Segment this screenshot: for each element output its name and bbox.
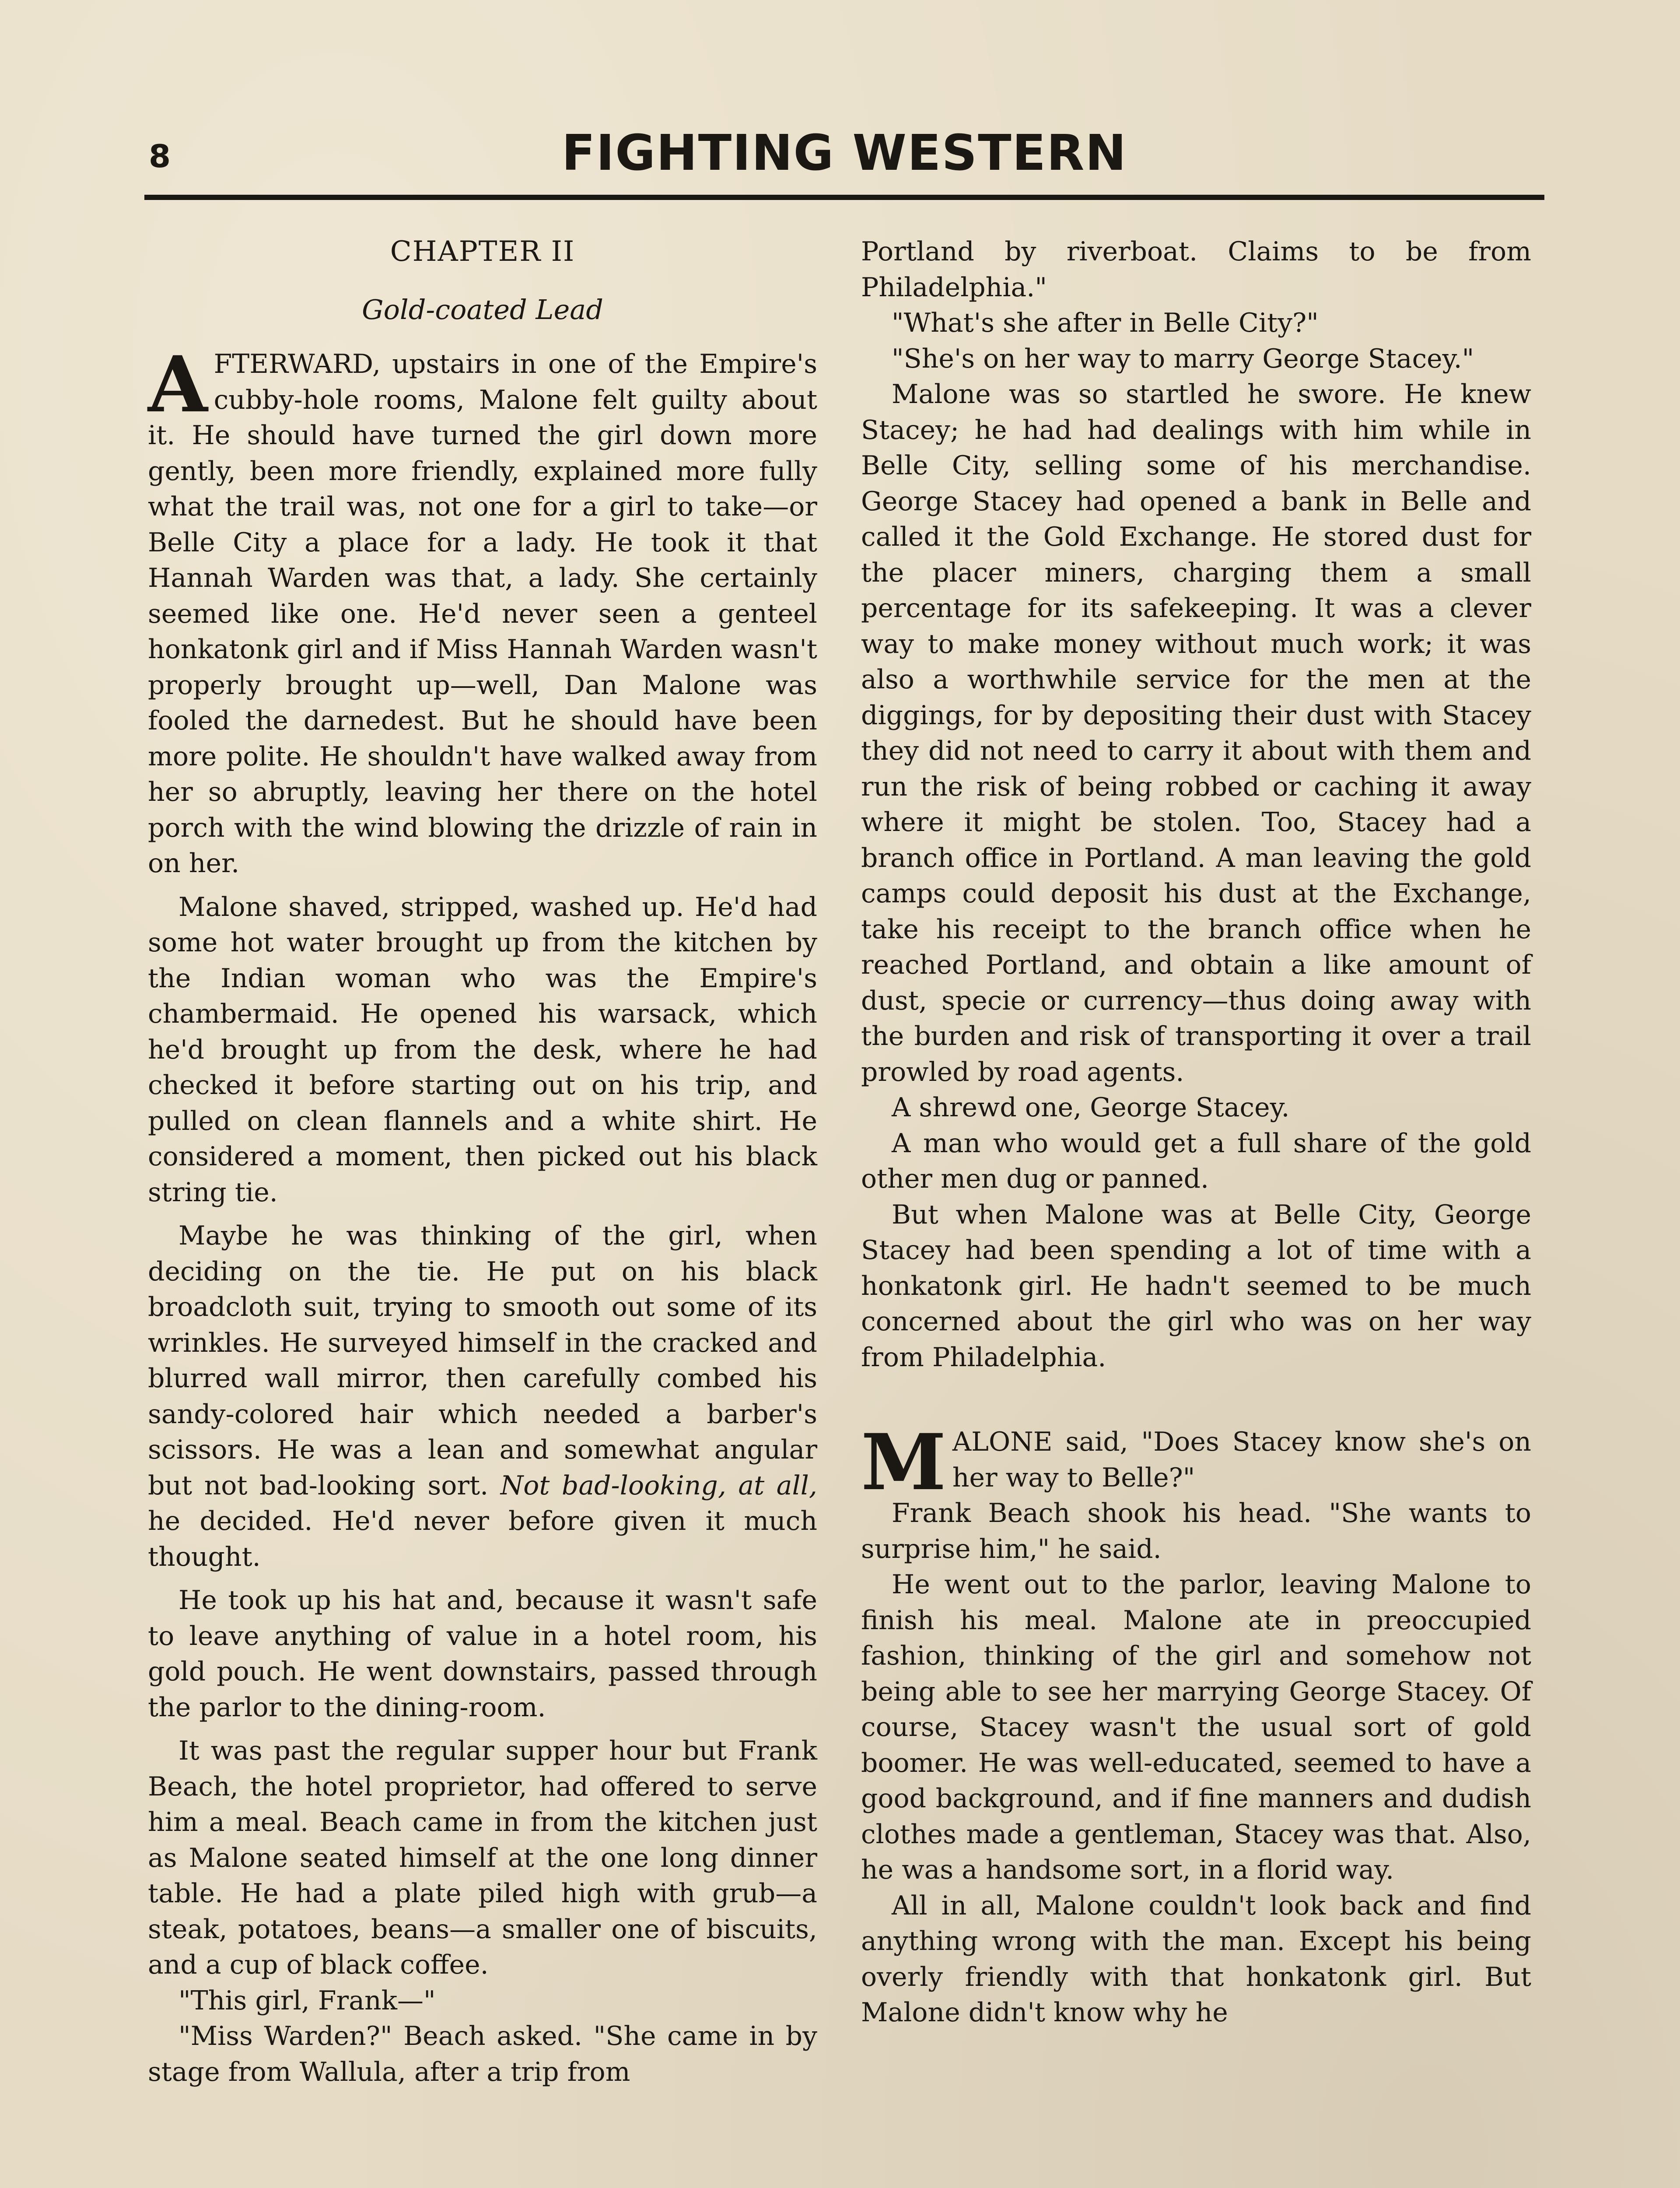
italic-phrase: Not bad-looking, at all, [500,1470,817,1501]
paragraph: But when Malone was at Belle City, George Stacey had been spending a lot of time with a honkatonk girl. He hadn't seemed to be much concerned about the girl who was on her way from Philadelphia. [861,1199,1531,1373]
paragraph: AFTERWARD, upstairs in one of the Empire's cubby-hole rooms, Malone felt guilty about it. He should have turned the girl down more gently, been more friendly, explained more fully what the trail was, not one for a girl to take—or Belle City a place for a lady. He took it that Hannah Warden was that, a lady. She certainly seemed like one. He'd never seen a genteel honkatonk girl and if Miss Hannah Warden wasn't properly brought up—well, Dan Malone was fooled the darnedest. But he should have been more polite. He shouldn't have walked away from her so abruptly, leaving her there on the hotel porch with the wind blowing the drizzle of rain in on her. [148,339,817,879]
paragraph: "What's she after in Belle City?" [892,308,1319,338]
left-column [148,234,817,2090]
paragraph: Maybe he was thinking of the girl, when deciding on the tie. He put on his black broadcloth suit, trying to smooth out some of its wrinkles. He surveyed himself in the cracked and blurred wall mirror, then carefully combed his sandy-colored hair which needed a barber's scissors. He was a lean and somewhat angular but not bad-looking sort. Not bad-looking, at all, he decided. He'd never before given it much thought. [148,1220,817,1572]
magazine-title: FIGHTING WESTERN [561,125,1127,182]
drop-cap: A [148,339,208,430]
paragraph: "This girl, Frank—" [178,1985,436,2016]
paragraph: He took up his hat and, because it wasn't safe to leave anything of value in a hotel room, his gold pouch. He went downstairs, passed through the parlor to the dining-room. [148,1585,817,1723]
paragraph: All in all, Malone couldn't look back and find anything wrong with the man. Except his being overly friendly with that honkatonk girl. But Malone didn't know why he [861,1890,1531,2028]
section-break [861,1375,1531,1424]
right-column [861,234,1531,2031]
page-number: 8 [149,138,171,175]
paragraph: A man who would get a full share of the gold other men dug or panned. [861,1128,1531,1194]
page-header [149,125,1540,190]
paragraph: He went out to the parlor, leaving Malone to finish his meal. Malone ate in preoccupied fashion, thinking of the girl and somehow not being able to see her marrying George Stacey. Of course, Stacey wasn't the usual sort of gold boomer. He was well-educated, seemed to have a good background, and if fine manners and dudish clothes made a gentleman, Stacey was that. Also, he was a handsome sort, in a florid way. [861,1569,1531,1885]
chapter-heading: CHAPTER II [390,235,575,268]
paragraph: Malone shaved, stripped, washed up. He'd had some hot water brought up from the kitchen by the Indian woman who was the Empire's chambermaid. He opened his warsack, which he'd brought up from the desk, where he had checked it before starting out on his trip, and pulled on clean flannels and a white shirt. He considered a moment, then picked out his black string tie. [148,891,817,1208]
paragraph: MALONE said, "Does Stacey know she's on her way to Belle?" [861,1417,1531,1508]
paragraph: A shrewd one, George Stacey. [892,1092,1290,1123]
paragraph: "Miss Warden?" Beach asked. "She came in by stage from Wallula, after a trip from [148,2021,817,2087]
drop-cap: M [861,1417,946,1508]
paragraph: It was past the regular supper hour but Frank Beach, the hotel proprietor, had offered to serve him a meal. Beach came in from the kitchen just as Malone seated himself at the one long dinner table. He had a plate piled high with grub—a steak, potatoes, beans—a smaller one of biscuits, and a cup of black coffee. [148,1736,817,1980]
chapter-subtitle: Gold-coated Lead [362,293,603,326]
paragraph: Portland by riverboat. Claims to be from Philadelphia." [861,236,1531,303]
paragraph: "She's on her way to marry George Stacey." [892,343,1474,374]
paragraph: Frank Beach shook his head. "She wants to surprise him," he said. [861,1498,1531,1564]
header-rule [144,195,1544,200]
paragraph: Malone was so startled he swore. He knew Stacey; he had had dealings with him while in Belle City, selling some of his merchandise. George Stacey had opened a bank in Belle and called it the Gold Exchange. He stored dust for the placer miners, charging them a small percentage for its safekeeping. It was a clever way to make money without much work; it was also a worthwhile service for the men at the diggings, for by depositing their dust with Stacey they did not need to carry it about with them and run the risk of being robbed or caching it away where it might be stolen. Too, Stacey had a branch office in Portland. A man leaving the gold camps could deposit his dust at the Exchange, take his receipt to the branch office when he reached Portland, and obtain a like amount of dust, specie or currency—thus doing away with the burden and risk of transporting it over a trail prowled by road agents. [861,379,1531,1087]
